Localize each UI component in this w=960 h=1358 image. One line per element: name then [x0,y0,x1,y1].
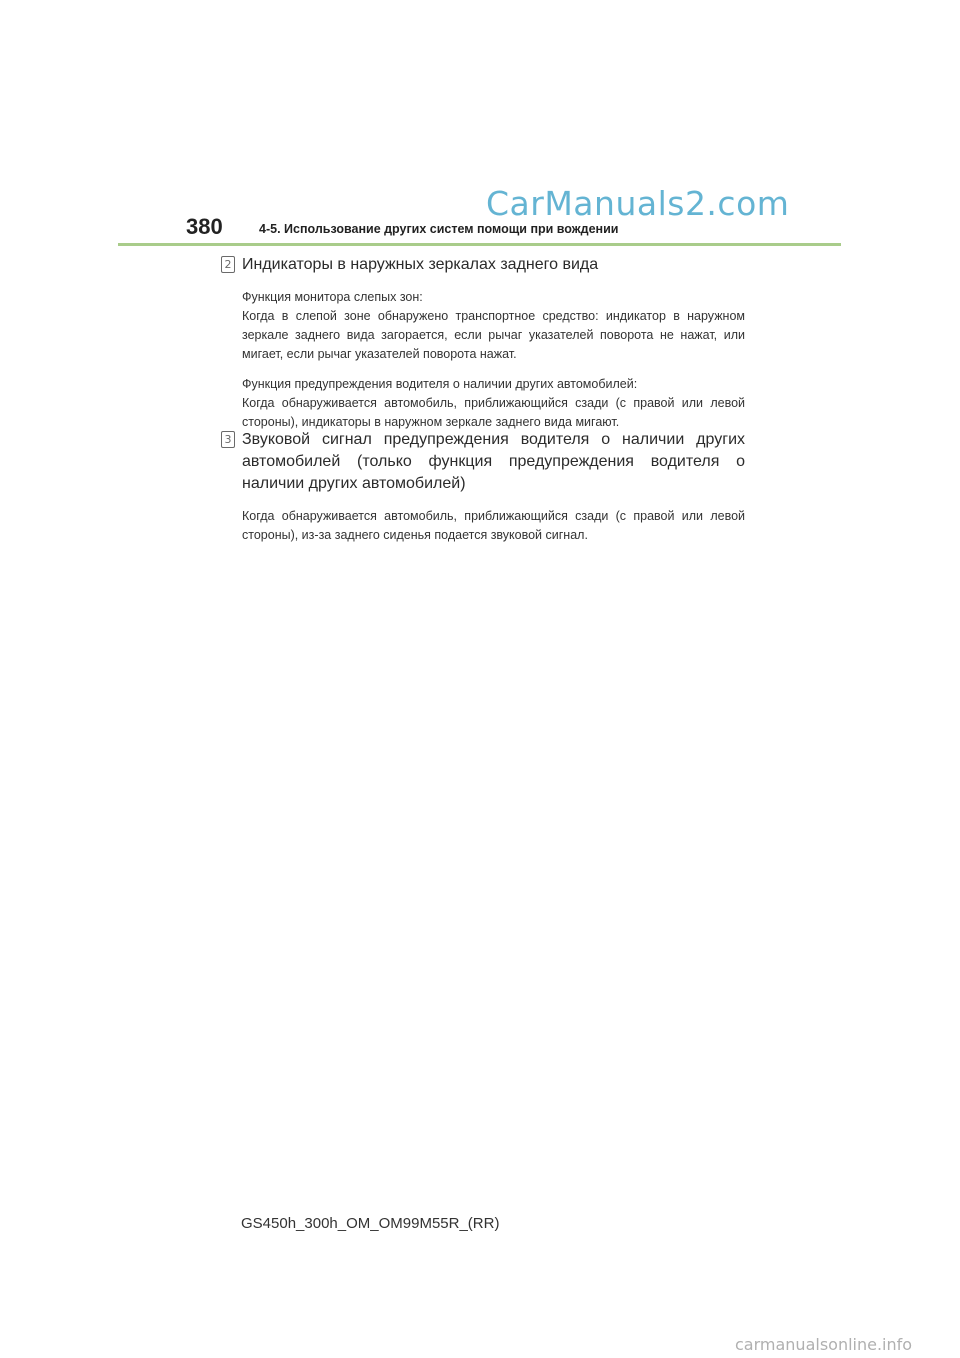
paragraph [242,375,745,432]
paragraph-text: Когда обнаруживается автомобиль, приближающийся сзади (с правой или левой стороны), индикаторы в наружном зеркале заднего вида мигают. [242,396,745,429]
paragraph [242,288,745,364]
paragraph-label: Функция предупреждения водителя о наличии других автомобилей: [242,377,638,391]
paragraph-label: Функция монитора слепых зон: [242,290,423,304]
item-title: Звуковой сигнал предупреждения водителя о наличии других автомобилей (только функция предупреждения водителя о наличии других автомобилей) [242,431,745,492]
header-divider [118,243,841,246]
paragraph-text: Когда обнаруживается автомобиль, приближающийся сзади (с правой или левой стороны), из-за заднего сиденья подается звуковой сигнал. [242,509,745,542]
page-number: 380 [186,214,223,239]
manual-code: GS450h_300h_OM_OM99M55R_(RR) [241,1215,500,1232]
item-number-badge: 3 [221,431,235,448]
paragraph [242,507,745,545]
item-number-badge: 2 [221,256,235,273]
item-audible-warning [242,429,745,545]
watermark-carmanuals2: CarManuals2.com [486,184,790,223]
section-title: 4-5. Использование других систем помощи при вождении [259,222,619,236]
item-blind-spot-indicators [242,254,745,432]
watermark-carmanualsonline: carmanualsonline.info [735,1335,913,1354]
paragraph-text: Когда в слепой зоне обнаружено транспортное средство: индикатор в наружном зеркале заднего вида загорается, если рычаг указателей поворота не нажат, или мигает, если рычаг указателей поворота нажат. [242,309,745,361]
item-title: Индикаторы в наружных зеркалах заднего вида [242,256,599,273]
